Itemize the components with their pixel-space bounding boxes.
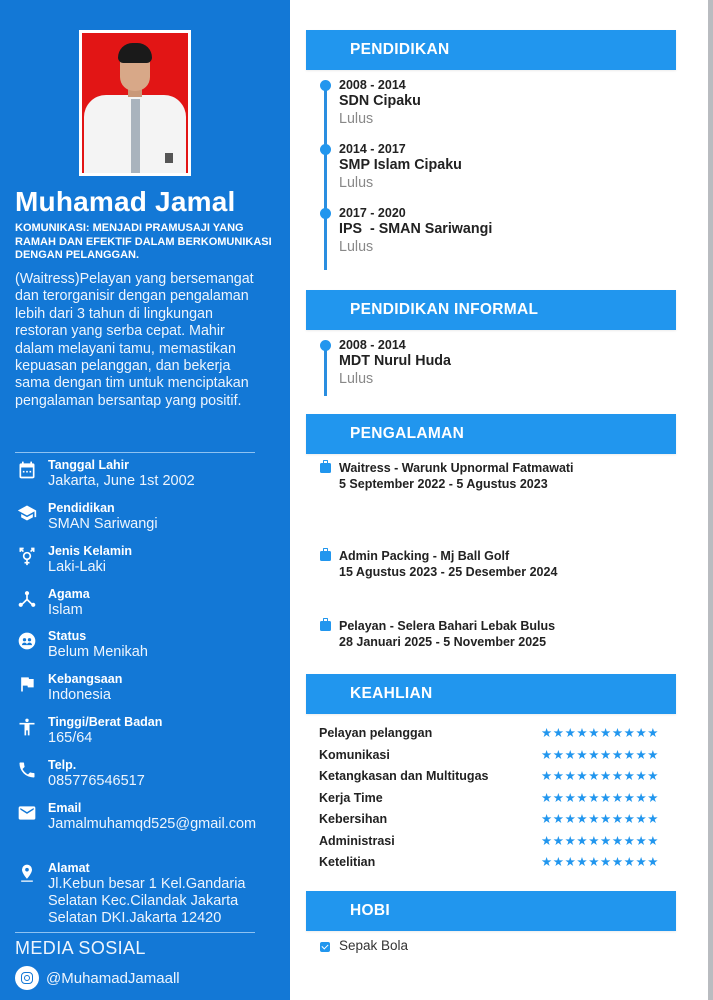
location-pin-icon [17, 863, 37, 883]
education-period: 2008 - 2014 [339, 78, 406, 92]
section-header-skills: KEAHLIAN [306, 674, 676, 714]
info-value: SMAN Sariwangi [48, 516, 158, 532]
info-label: Pendidikan [48, 501, 115, 515]
body-icon [17, 717, 37, 737]
education-status: Lulus [339, 239, 374, 255]
timeline-dot [320, 144, 331, 155]
info-label: Tinggi/Berat Badan [48, 715, 163, 729]
informal-status: Lulus [339, 371, 374, 387]
skill-row [306, 726, 676, 747]
info-value[interactable]: 085776546517 [48, 773, 145, 789]
briefcase-icon [320, 551, 331, 561]
info-label: Kebangsaan [48, 672, 123, 686]
education-status: Lulus [339, 111, 374, 127]
star-rating-icon: ★★★★★★★★★★ [541, 769, 660, 783]
info-value: Jakarta, June 1st 2002 [48, 473, 195, 489]
star-rating-icon: ★★★★★★★★★★ [541, 790, 660, 805]
section-header-hobbies: HOBI [306, 891, 676, 931]
section-header-informal-education: PENDIDIKAN INFORMAL [306, 290, 676, 330]
education-school: SMP Islam Cipaku [339, 157, 462, 173]
divider [15, 932, 255, 933]
timeline-line [324, 344, 327, 396]
informal-school: MDT Nurul Huda [339, 353, 451, 369]
experience-dates: 5 September 2022 - 5 Agustus 2023 [339, 477, 548, 491]
divider [15, 452, 255, 453]
star-rating-icon: ★★★★★★★★★★ [541, 833, 660, 848]
page-edge [708, 0, 713, 1000]
info-value: Indonesia [48, 687, 111, 703]
skill-row [306, 834, 676, 855]
sidebar [0, 0, 290, 1000]
graduation-cap-icon [17, 503, 37, 523]
profile-name: Muhamad Jamal [15, 186, 236, 217]
skill-name: Ketelitian [319, 855, 376, 869]
status-icon [17, 631, 37, 651]
checkbox-checked-icon [320, 942, 330, 952]
phone-icon [17, 760, 37, 780]
timeline-dot [320, 340, 331, 351]
info-value[interactable]: Jamalmuhamqd525@gmail.com [48, 816, 257, 832]
info-label: Telp. [48, 758, 77, 772]
social-media-title: MEDIA SOSIAL [15, 938, 146, 958]
skill-name: Administrasi [319, 833, 395, 848]
skill-name: Kebersihan [319, 812, 388, 826]
hobby-item [306, 938, 676, 958]
informal-period: 2008 - 2014 [339, 338, 406, 352]
star-rating-icon: ★★★★★★★★★★ [541, 812, 660, 826]
skill-name: Pelayan pelanggan [319, 726, 433, 740]
skill-name: Ketangkasan dan Multitugas [319, 769, 489, 783]
briefcase-icon [320, 621, 331, 631]
info-label: Alamat [48, 861, 90, 875]
gender-icon [17, 546, 37, 566]
flag-icon [17, 674, 37, 694]
experience-dates: 28 Januari 2025 - 5 November 2025 [339, 635, 547, 649]
skill-row [306, 855, 676, 876]
info-label: Tanggal Lahir [48, 458, 130, 472]
experience-role: Waitress - Warunk Upnormal Fatmawati [339, 461, 574, 475]
timeline-dot [320, 208, 331, 219]
email-icon [17, 803, 37, 823]
star-rating-icon: ★★★★★★★★★★ [541, 747, 660, 762]
experience-dates: 15 Agustus 2023 - 25 Desember 2024 [339, 565, 558, 579]
section-header-education: PENDIDIKAN [306, 30, 676, 70]
briefcase-icon [320, 463, 331, 473]
timeline-dot [320, 80, 331, 91]
instagram-handle[interactable]: @MuhamadJamaall [46, 970, 180, 987]
info-label: Agama [48, 587, 90, 601]
profile-summary: (Waitress)Pelayan yang bersemangat dan terorganisir dengan pengalaman lebih dari 3 tahun di lingkungan restoran yang serba cepat. Mahir dalam melayani tamu, memastikan kepuasan pelanggan, dan bekerja sama dengan tim untuk menciptakan pengalaman bersantap yang positif. [15, 271, 254, 409]
info-value: Belum Menikah [48, 644, 148, 660]
education-status: Lulus [339, 175, 374, 191]
hobby-name: Sepak Bola [339, 938, 409, 953]
profile-photo [79, 30, 191, 176]
info-label: Status [48, 629, 87, 643]
info-value: Laki-Laki [48, 559, 107, 575]
experience-role: Admin Packing - Mj Ball Golf [339, 549, 510, 563]
religion-icon [17, 589, 37, 609]
skill-row [306, 791, 676, 812]
info-label: Jenis Kelamin [48, 544, 133, 558]
skill-row [306, 769, 676, 790]
instagram-icon [15, 966, 39, 990]
star-rating-icon: ★★★★★★★★★★ [541, 726, 660, 740]
timeline-line [324, 84, 327, 270]
education-period: 2017 - 2020 [339, 206, 406, 220]
info-value: Islam [48, 602, 83, 618]
education-school: SDN Cipaku [339, 93, 421, 109]
profile-tagline: KOMUNIKASI: MENJADI PRAMUSAJI YANG RAMAH DAN EFEKTIF DALAM BERKOMUNIKASI DENGAN PELANGGAN. [15, 222, 272, 261]
info-value: 165/64 [48, 730, 93, 746]
skill-name: Kerja Time [319, 790, 383, 805]
skill-row [306, 812, 676, 833]
skill-row [306, 748, 676, 769]
info-label: Email [48, 801, 82, 815]
education-period: 2014 - 2017 [339, 142, 406, 156]
section-header-experience: PENGALAMAN [306, 414, 676, 454]
skill-name: Komunikasi [319, 747, 390, 762]
calendar-icon [17, 460, 37, 480]
star-rating-icon: ★★★★★★★★★★ [541, 855, 660, 869]
experience-role: Pelayan - Selera Bahari Lebak Bulus [339, 619, 556, 633]
info-value: Jl.Kebun besar 1 Kel.Gandaria Selatan Kec.Cilandak Jakarta Selatan DKI.Jakarta 12420 [48, 876, 246, 926]
education-school: IPS - SMAN Sariwangi [339, 221, 493, 237]
